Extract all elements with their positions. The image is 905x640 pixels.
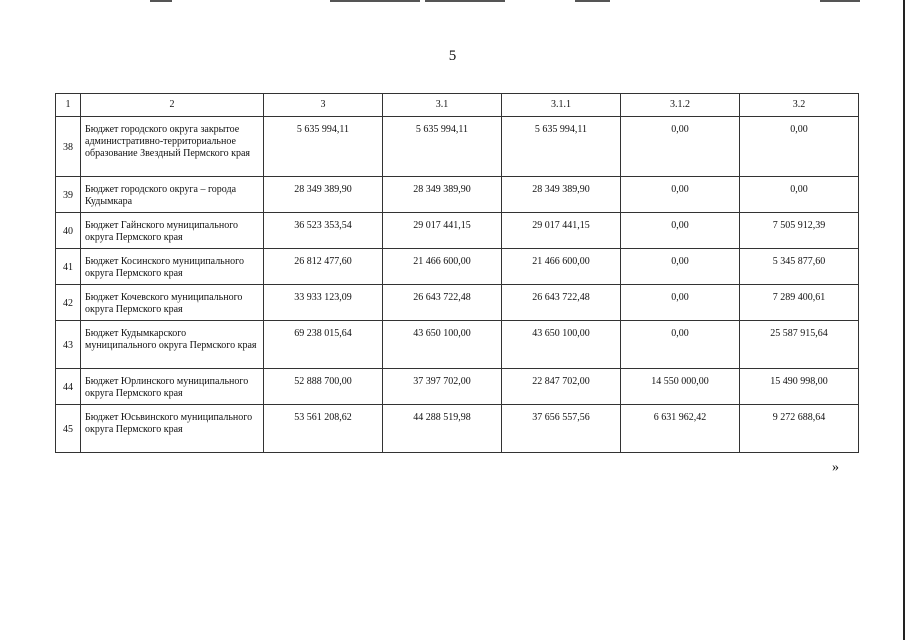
recipient-name: Бюджет Кудымкарского муниципального округа Пермского края (81, 321, 264, 369)
value-col-3-2: 0,00 (740, 177, 859, 213)
recipient-name: Бюджет городского округа – города Кудымкара (81, 177, 264, 213)
value-col-3-2: 9 272 688,64 (740, 405, 859, 453)
value-col-3: 26 812 477,60 (264, 249, 383, 285)
recipient-name: Бюджет Гайнского муниципального округа Пермского края (81, 213, 264, 249)
value-col-3-1-2: 6 631 962,42 (621, 405, 740, 453)
value-col-3-1-2: 0,00 (621, 285, 740, 321)
scan-artifact (820, 0, 860, 2)
value-col-3-1-1: 22 847 702,00 (502, 369, 621, 405)
value-col-3-1: 29 017 441,15 (383, 213, 502, 249)
value-col-3: 28 349 389,90 (264, 177, 383, 213)
recipient-name: Бюджет Юсьвинского муниципального округа Пермского края (81, 405, 264, 453)
value-col-3: 36 523 353,54 (264, 213, 383, 249)
value-col-3-1-2: 0,00 (621, 177, 740, 213)
row-number: 42 (56, 285, 81, 321)
value-col-3-1: 37 397 702,00 (383, 369, 502, 405)
scan-artifact (575, 0, 610, 2)
recipient-name: Бюджет Кочевского муниципального округа Пермского края (81, 285, 264, 321)
row-number: 39 (56, 177, 81, 213)
table-row (56, 249, 859, 285)
column-header: 3.2 (740, 94, 859, 117)
value-col-3: 52 888 700,00 (264, 369, 383, 405)
column-header: 2 (81, 94, 264, 117)
value-col-3-2: 25 587 915,64 (740, 321, 859, 369)
value-col-3-1-2: 0,00 (621, 321, 740, 369)
column-header: 3.1 (383, 94, 502, 117)
value-col-3-1-2: 0,00 (621, 249, 740, 285)
closing-quote: » (832, 460, 839, 475)
budget-table (55, 93, 859, 453)
value-col-3: 69 238 015,64 (264, 321, 383, 369)
row-number: 38 (56, 117, 81, 177)
recipient-name: Бюджет Косинского муниципального округа Пермского края (81, 249, 264, 285)
value-col-3: 33 933 123,09 (264, 285, 383, 321)
value-col-3: 5 635 994,11 (264, 117, 383, 177)
value-col-3-1-2: 14 550 000,00 (621, 369, 740, 405)
table-body (56, 94, 859, 453)
value-col-3-2: 7 289 400,61 (740, 285, 859, 321)
value-col-3-1: 5 635 994,11 (383, 117, 502, 177)
row-number: 44 (56, 369, 81, 405)
table-row (56, 177, 859, 213)
value-col-3-1-2: 0,00 (621, 117, 740, 177)
scan-artifact (425, 0, 505, 2)
value-col-3-1: 43 650 100,00 (383, 321, 502, 369)
value-col-3-1-1: 26 643 722,48 (502, 285, 621, 321)
table-row (56, 117, 859, 177)
value-col-3-1: 21 466 600,00 (383, 249, 502, 285)
table-row (56, 321, 859, 369)
recipient-name: Бюджет городского округа закрытое административно-территориальное образование Звездный Пермского края (81, 117, 264, 177)
value-col-3-1: 26 643 722,48 (383, 285, 502, 321)
scan-artifact (150, 0, 172, 2)
table-row (56, 405, 859, 453)
value-col-3-2: 15 490 998,00 (740, 369, 859, 405)
column-header: 3.1.2 (621, 94, 740, 117)
scan-artifact (330, 0, 420, 2)
value-col-3: 53 561 208,62 (264, 405, 383, 453)
value-col-3-1-1: 37 656 557,56 (502, 405, 621, 453)
column-header: 3.1.1 (502, 94, 621, 117)
row-number: 41 (56, 249, 81, 285)
value-col-3-1-1: 5 635 994,11 (502, 117, 621, 177)
value-col-3-2: 0,00 (740, 117, 859, 177)
header-row (56, 94, 859, 117)
value-col-3-1-1: 28 349 389,90 (502, 177, 621, 213)
recipient-name: Бюджет Юрлинского муниципального округа Пермского края (81, 369, 264, 405)
table-row (56, 213, 859, 249)
column-header: 3 (264, 94, 383, 117)
row-number: 40 (56, 213, 81, 249)
value-col-3-1-1: 29 017 441,15 (502, 213, 621, 249)
value-col-3-1: 28 349 389,90 (383, 177, 502, 213)
row-number: 43 (56, 321, 81, 369)
value-col-3-1-2: 0,00 (621, 213, 740, 249)
page-number: 5 (448, 48, 457, 64)
table-row (56, 369, 859, 405)
value-col-3-1-1: 43 650 100,00 (502, 321, 621, 369)
column-header: 1 (56, 94, 81, 117)
value-col-3-2: 5 345 877,60 (740, 249, 859, 285)
value-col-3-2: 7 505 912,39 (740, 213, 859, 249)
table-row (56, 285, 859, 321)
row-number: 45 (56, 405, 81, 453)
value-col-3-1-1: 21 466 600,00 (502, 249, 621, 285)
value-col-3-1: 44 288 519,98 (383, 405, 502, 453)
